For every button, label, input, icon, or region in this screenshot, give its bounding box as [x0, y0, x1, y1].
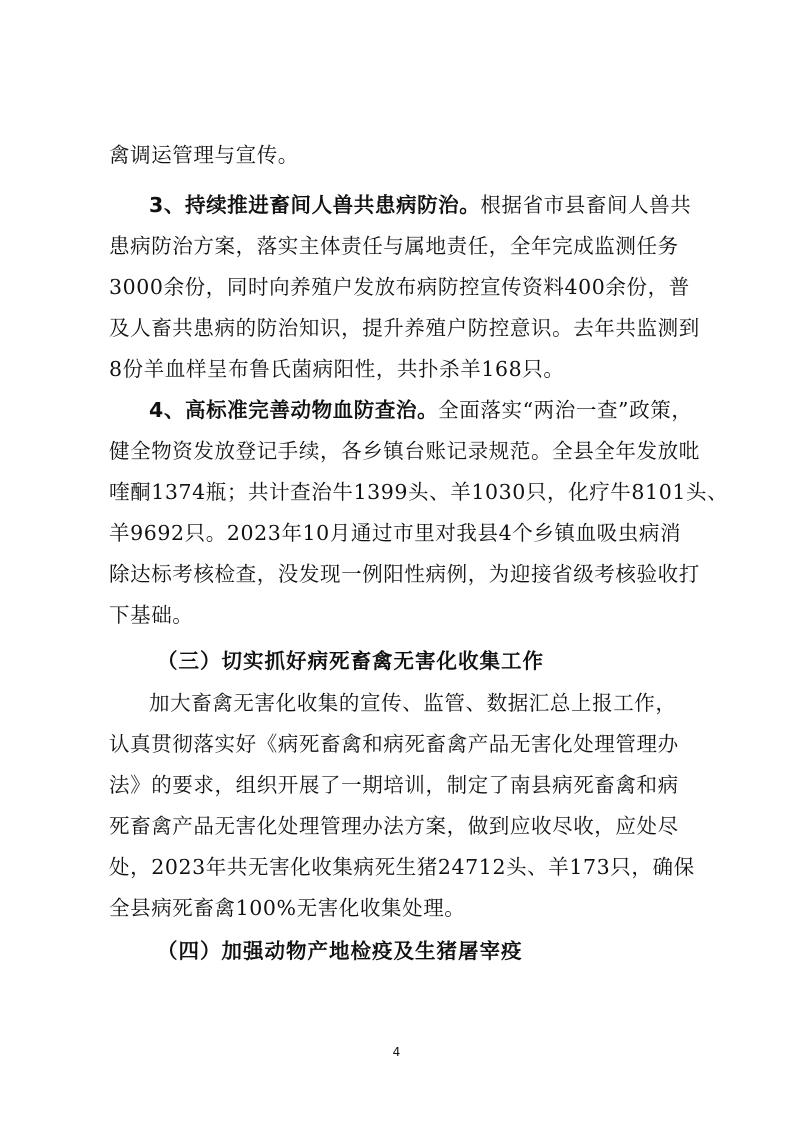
- item-3-text: 根据省市县畜间人兽共: [480, 193, 692, 217]
- item-4-title: 4、高标准完善动物血防查治。: [149, 398, 439, 422]
- paragraph-line: 认真贯彻落实好《病死畜禽和病死畜禽产品无害化处理管理办: [109, 732, 679, 756]
- item-3-title: 3、持续推进畜间人兽共患病防治。: [149, 193, 481, 217]
- page-number: 4: [392, 1045, 401, 1059]
- paragraph-line: 处，2023年共无害化收集病死生猪24712头、羊173只，确保: [109, 855, 695, 879]
- paragraph-line: 健全物资发放登记手续，各乡镇台账记录规范。全县全年发放吡: [109, 439, 700, 463]
- section-heading-3: （三）切实抓好病死畜禽无害化收集工作: [157, 649, 544, 673]
- paragraph-line: 全县病死畜禽100%无害化收集处理。: [109, 896, 466, 920]
- paragraph-line: 除达标考核检查，没发现一例阳性病例，为迎接省级考核验收打: [109, 562, 700, 586]
- paragraph-line: 加大畜禽无害化收集的宣传、监管、数据汇总上报工作，: [149, 691, 677, 715]
- item-4-text: 全面落实“两治一查”政策，: [438, 398, 693, 422]
- paragraph-line: 患病防治方案，落实主体责任与属地责任，全年完成监测任务: [109, 234, 679, 258]
- paragraph-line: 喹酮1374瓶；共计查治牛1399头、羊1030只，化疗牛8101头、: [109, 480, 729, 504]
- paragraph-line: 法》的要求，组织开展了一期培训，制定了南县病死畜禽和病: [109, 773, 679, 797]
- paragraph-line: 下基础。: [109, 603, 194, 627]
- item-3-line: [149, 190, 692, 220]
- paragraph-line: 8份羊血样呈布鲁氏菌病阳性，共扑杀羊168只。: [109, 357, 565, 381]
- item-4-line: [149, 395, 693, 425]
- paragraph-line: 及人畜共患病的防治知识，提升养殖户防控意识。去年共监测到: [109, 316, 700, 340]
- paragraph-line: 3000余份，同时向养殖户发放布病防控宣传资料400余份，普: [109, 275, 690, 299]
- section-heading-4: （四）加强动物产地检疫及生猪屠宰疫: [157, 939, 523, 963]
- paragraph-line: 禽调运管理与宣传。: [109, 143, 299, 167]
- paragraph-line: 死畜禽产品无害化处理管理办法方案，做到应收尽收，应处尽: [109, 814, 679, 838]
- paragraph-line: 羊9692只。2023年10月通过市里对我县4个乡镇血吸虫病消: [109, 521, 682, 545]
